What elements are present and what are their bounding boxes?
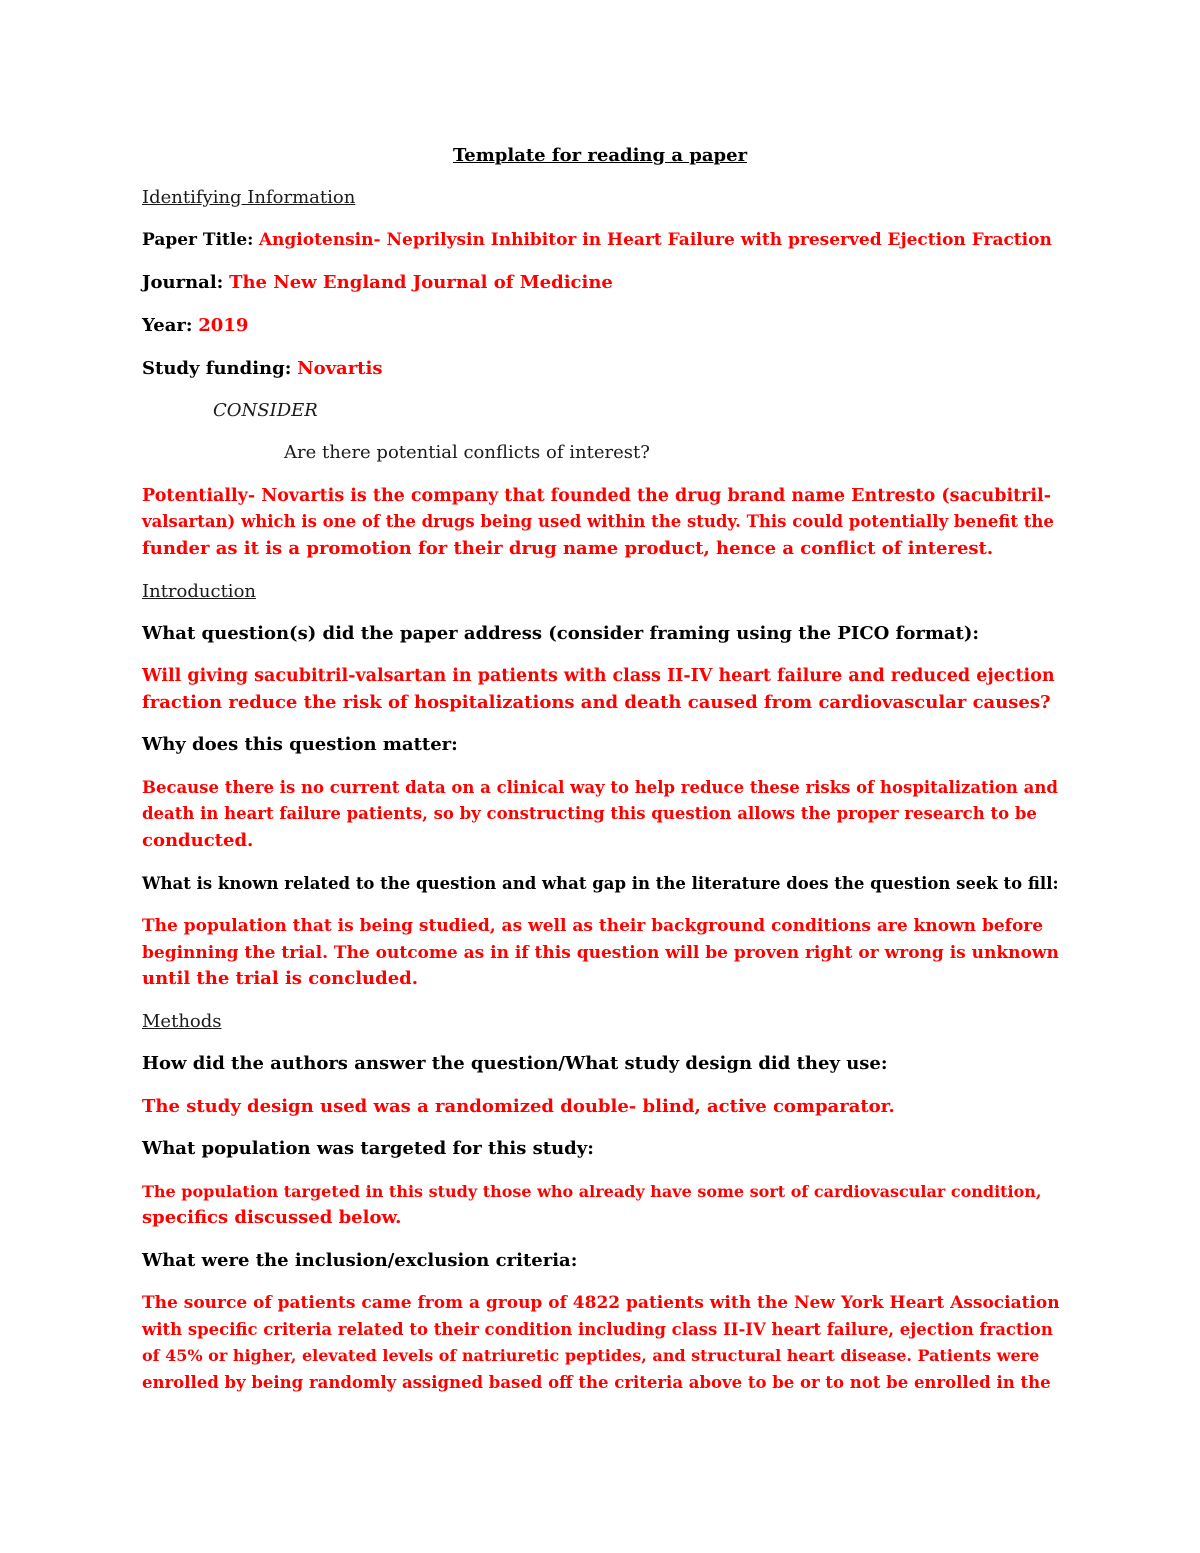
methods-answer-3-line: of 45% or higher, elevated levels of natriuretic peptides, and structural heart disease. Patients were bbox=[142, 1346, 1040, 1365]
intro-question-1: What question(s) did the paper address (consider framing using the PICO format): bbox=[142, 623, 980, 644]
methods-answer-3-line: enrolled by being randomly assigned based off the criteria above to be or to not be enrolled in the bbox=[142, 1373, 1051, 1392]
methods-question-3: What were the inclusion/exclusion criteria: bbox=[142, 1250, 578, 1271]
year-row bbox=[142, 315, 248, 337]
funding-value: Novartis bbox=[297, 358, 383, 379]
methods-answer-1: The study design used was a randomized double- blind, active comparator. bbox=[142, 1096, 895, 1117]
methods-heading: Methods bbox=[142, 1011, 222, 1032]
funding-label: Study funding: bbox=[142, 358, 292, 379]
methods-answer-3-line: The source of patients came from a group of 4822 patients with the New York Heart Association bbox=[142, 1293, 1060, 1313]
conflict-answer-line: valsartan) which is one of the drugs being used within the study. This could potentially benefit the bbox=[142, 512, 1054, 531]
methods-answer-3-line: with specific criteria related to their condition including class II-IV heart failure, ejection fraction bbox=[142, 1320, 1053, 1339]
paper-title-value: Angiotensin- Neprilysin Inhibitor in Heart Failure with preserved Ejection Fraction bbox=[258, 230, 1052, 250]
paper-title-row bbox=[142, 229, 1052, 251]
intro-answer-2-line: conducted. bbox=[142, 830, 254, 851]
paper-title-label: Paper Title: bbox=[142, 230, 254, 250]
intro-question-3: What is known related to the question and what gap in the literature does the question seek to fill: bbox=[142, 874, 1059, 893]
intro-question-2: Why does this question matter: bbox=[142, 734, 458, 755]
intro-answer-3-line: beginning the trial. The outcome as in if this question will be proven right or wrong is unknown bbox=[142, 943, 1059, 963]
funding-row bbox=[142, 358, 382, 380]
journal-label: Journal: bbox=[142, 272, 224, 293]
conflict-answer-line: Potentially- Novartis is the company that founded the drug brand name Entresto (sacubitril- bbox=[142, 486, 1051, 506]
intro-answer-1-line: Will giving sacubitril-valsartan in patients with class II-IV heart failure and reduced ejection bbox=[142, 666, 1055, 686]
intro-answer-3-line: until the trial is concluded. bbox=[142, 968, 419, 989]
intro-answer-3-line: The population that is being studied, as well as their background conditions are known before bbox=[142, 916, 1044, 936]
year-label: Year: bbox=[142, 315, 193, 336]
document-title: Template for reading a paper bbox=[452, 145, 748, 166]
consider-label: CONSIDER bbox=[213, 400, 318, 421]
methods-answer-2-line: The population targeted in this study those who already have some sort of cardiovascular condition, bbox=[142, 1182, 1042, 1201]
intro-answer-2-line: death in heart failure patients, so by constructing this question allows the proper research to be bbox=[142, 804, 1037, 823]
conflict-answer-line: funder as it is a promotion for their drug name product, hence a conflict of interest. bbox=[142, 538, 994, 559]
intro-answer-1-line: fraction reduce the risk of hospitalizations and death caused from cardiovascular causes? bbox=[142, 692, 1051, 713]
intro-answer-2-line: Because there is no current data on a clinical way to help reduce these risks of hospitalization and bbox=[142, 778, 1058, 797]
journal-value: The New England Journal of Medicine bbox=[229, 272, 613, 293]
methods-answer-2-line: specifics discussed below. bbox=[142, 1207, 402, 1228]
introduction-heading: Introduction bbox=[142, 581, 256, 602]
year-value: 2019 bbox=[198, 315, 249, 336]
conflict-question: Are there potential conflicts of interest? bbox=[284, 442, 650, 463]
identifying-heading: Identifying Information bbox=[142, 187, 356, 208]
journal-row bbox=[142, 272, 613, 294]
methods-question-1: How did the authors answer the question/What study design did they use: bbox=[142, 1053, 888, 1074]
methods-question-2: What population was targeted for this study: bbox=[142, 1138, 594, 1159]
